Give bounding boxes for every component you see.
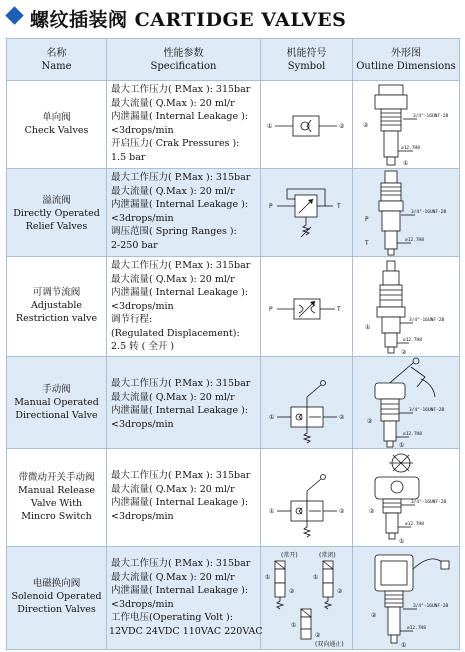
valve-name-cn: 溢流阀 (42, 195, 71, 206)
table-row (7, 547, 459, 649)
table-row (7, 81, 459, 169)
svg-text:3/4"-16UNF-2B: 3/4"-16UNF-2B (411, 210, 447, 215)
svg-text:P: P (365, 216, 369, 223)
svg-text:①: ① (365, 324, 371, 331)
svg-text:①: ① (265, 574, 271, 581)
svg-text:⌀12.7H8: ⌀12.7H8 (405, 522, 424, 527)
valve-table (6, 38, 460, 650)
svg-text:P: P (269, 203, 273, 210)
table-header-row (7, 39, 459, 81)
svg-text:P: P (269, 306, 273, 313)
check-valve-outline (353, 81, 459, 169)
svg-text:①: ① (267, 123, 273, 130)
valve-name-en: Adjustable (30, 300, 83, 311)
page-header (0, 0, 465, 36)
svg-text:3/4"-16UNF-2B: 3/4"-16UNF-2B (409, 408, 445, 413)
svg-text:②: ② (337, 588, 343, 595)
svg-text:(常闭): (常闭) (319, 552, 336, 559)
svg-text:①: ① (401, 642, 407, 649)
micro-switch-valve-symbol (261, 449, 353, 547)
header-specification: 性能参数 Specification (107, 39, 261, 80)
valve-name-cn: 带微动开关手动阀 (18, 472, 95, 483)
svg-text:①: ① (399, 538, 405, 545)
svg-text:T: T (337, 306, 341, 313)
svg-text:⌀12.7H8: ⌀12.7H8 (401, 146, 420, 151)
check-valve-symbol (261, 81, 353, 169)
svg-text:②: ② (401, 349, 407, 356)
table-row (7, 357, 459, 449)
svg-text:②: ② (363, 122, 369, 129)
svg-text:⌀12.7H8: ⌀12.7H8 (403, 338, 422, 343)
svg-text:3/4"-16UNF-2B: 3/4"-16UNF-2B (413, 114, 449, 119)
svg-text:①: ① (399, 442, 405, 449)
svg-text:②: ② (339, 414, 345, 421)
table-row (7, 257, 459, 357)
valve-name-en: Check Valves (24, 125, 89, 136)
valve-name-cn: 电磁换向阀 (32, 578, 81, 589)
svg-text:②: ② (367, 418, 373, 425)
relief-valve-symbol (261, 169, 353, 257)
svg-text:①: ① (291, 622, 297, 629)
table-row (7, 169, 459, 257)
svg-text:①: ① (269, 508, 275, 515)
svg-text:①: ① (313, 574, 319, 581)
relief-valve-outline (353, 169, 459, 257)
svg-text:①: ① (403, 160, 409, 167)
svg-text:②: ② (371, 612, 377, 619)
valve-name-cn: 手动阀 (42, 384, 71, 395)
svg-text:3/4"-16UNF-2B: 3/4"-16UNF-2B (413, 604, 449, 609)
valve-spec: 最大工作压力( P.Max ): 315bar 最大流量( Q.Max ): 20 ml/r 内泄漏量( Internal Leakage ): <3drops/min (111, 378, 251, 430)
svg-text:②: ② (339, 123, 345, 130)
svg-text:(双向通止): (双向通止) (315, 641, 344, 648)
svg-text:②: ② (339, 508, 345, 515)
svg-text:②: ② (369, 508, 375, 515)
manual-valve-symbol (261, 357, 353, 449)
valve-name-en: Directly Operated (13, 208, 100, 219)
valve-name-en: Relief Valves (25, 221, 88, 232)
svg-text:3/4"-16UNF-2B: 3/4"-16UNF-2B (411, 500, 447, 505)
valve-name-en: Direction Valves (17, 604, 96, 615)
diamond-bullet-icon (5, 6, 23, 24)
restriction-valve-outline (353, 257, 459, 357)
valve-spec: 最大工作压力( P.Max ): 315bar 最大流量( Q.Max ): 20 ml/r 内泄漏量( Internal Leakage ): <3drops/min 调节行程: (Regulated Displacement): 2.5 转 ( 全开 ) (111, 260, 251, 352)
header-outline: 外形图 Outline Dimensions (356, 48, 456, 72)
svg-text:3/4"-16UNF-2B: 3/4"-16UNF-2B (409, 318, 445, 323)
svg-text:⌀12.7H8: ⌀12.7H8 (407, 626, 426, 631)
svg-text:⌀12.7H8: ⌀12.7H8 (405, 238, 424, 243)
valve-spec: 最大工作压力( P.Max ): 315bar 最大流量( Q.Max ): 20 ml/r 内泄漏量( Internal Leakage ): <3drops/min 工作电压(Operating Volt ): 12VDC 24VDC 110VAC 220VAC (109, 558, 263, 637)
svg-text:⌀12.7H8: ⌀12.7H8 (403, 432, 422, 437)
restriction-valve-symbol (261, 257, 353, 357)
svg-text:②: ② (289, 588, 295, 595)
svg-text:T: T (365, 240, 369, 247)
valve-name-en: Restriction valve (15, 313, 98, 324)
valve-name-en: Manual Operated (14, 397, 99, 408)
header-symbol: 机能符号 Symbol (261, 39, 353, 80)
header-name: 名称 Name (7, 39, 107, 80)
valve-name-en: Mincro Switch (21, 511, 92, 522)
valve-name-en: Solenoid Operated (11, 591, 102, 602)
solenoid-valve-symbol (261, 547, 353, 649)
micro-switch-valve-outline (353, 449, 459, 547)
solenoid-valve-outline (353, 547, 459, 649)
svg-text:(常开): (常开) (281, 552, 298, 559)
valve-spec: 最大工作压力( P.Max ): 315bar 最大流量( Q.Max ): 20 ml/r 内泄漏量( Internal Leakage ): <3drops/min (111, 470, 251, 522)
valve-name-en: Manual Release (18, 485, 95, 496)
valve-spec: 最大工作压力( P.Max ): 315bar 最大流量( Q.Max ): 20 ml/r 内泄漏量( Internal Leakage ): <3drops/min 调压范围( Spring Ranges ): 2-250 bar (111, 172, 251, 251)
svg-text:②: ② (315, 632, 321, 639)
valve-spec: 最大工作压力( P.Max ): 315bar 最大流量( Q.Max ): 20 ml/r 内泄漏量( Internal Leakage ): <3drops/min 开启压力( Crak Pressures ): 1.5 bar (111, 84, 251, 163)
valve-name-cn: 单向阀 (42, 112, 71, 123)
manual-valve-outline (353, 357, 459, 449)
valve-name-cn: 可调节流阀 (32, 287, 81, 298)
page-title: 螺纹插装阀 CARTIDGE VALVES (30, 9, 347, 31)
valve-name-en: Valve With (30, 498, 83, 509)
valve-name-en: Directional Valve (15, 410, 98, 421)
table-row (7, 449, 459, 547)
svg-text:①: ① (269, 414, 275, 421)
svg-text:T: T (337, 203, 341, 210)
